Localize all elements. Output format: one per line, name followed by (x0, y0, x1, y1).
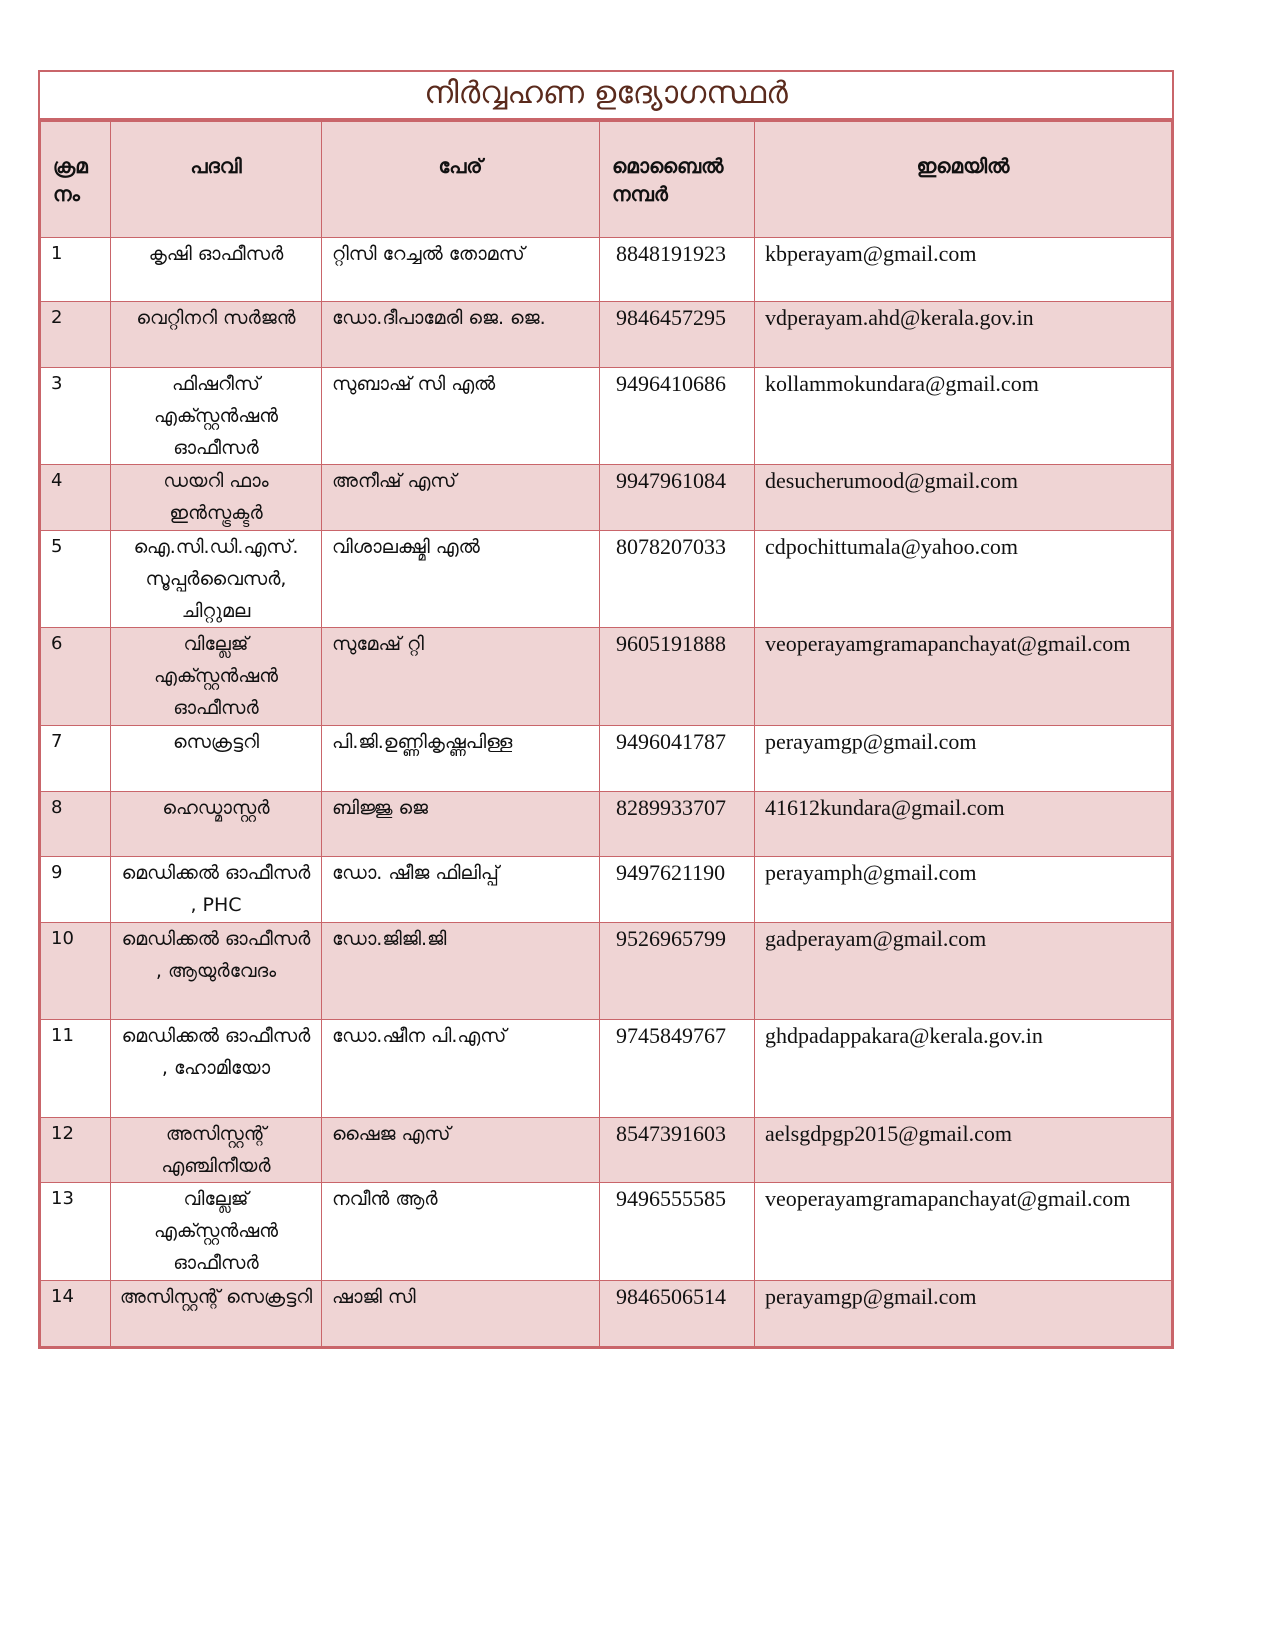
serial-no: 4 (41, 465, 111, 531)
email-address: perayamph@gmail.com (755, 857, 1172, 923)
email-address: kollammokundara@gmail.com (755, 368, 1172, 465)
page-title: നിർവ്വഹണ ഉദ്യോഗസ്ഥർ (40, 72, 1172, 121)
name: ഡോ.ജിജി.ജി (322, 923, 600, 1020)
serial-no: 11 (41, 1020, 111, 1118)
serial-no: 3 (41, 368, 111, 465)
mobile-number: 9497621190 (600, 857, 755, 923)
officials-table (40, 121, 1172, 1347)
mobile-number: 9496410686 (600, 368, 755, 465)
table-row (41, 923, 1172, 1020)
mobile-number: 9846506514 (600, 1281, 755, 1347)
email-address: vdperayam.ahd@kerala.gov.in (755, 302, 1172, 368)
mobile-number: 9745849767 (600, 1020, 755, 1118)
position: കൃഷി ഓഫീസർ (111, 238, 322, 302)
position: മെഡിക്കൽ ഓഫീസർ , PHC (111, 857, 322, 923)
mobile-number: 8547391603 (600, 1118, 755, 1183)
serial-no: 5 (41, 531, 111, 628)
table-row (41, 792, 1172, 857)
table-body (41, 238, 1172, 1347)
email-address: perayamgp@gmail.com (755, 726, 1172, 792)
header-name: പേര് (322, 122, 600, 238)
table-row (41, 302, 1172, 368)
email-address: perayamgp@gmail.com (755, 1281, 1172, 1347)
name: ഷാജി സി (322, 1281, 600, 1347)
position: ഡയറി ഫാം ഇൻസ്ട്രക്ടർ (111, 465, 322, 531)
name: ഡോ.ഷീന പി.എസ് (322, 1020, 600, 1118)
mobile-number: 9526965799 (600, 923, 755, 1020)
position: മെഡിക്കൽ ഓഫീസർ , ആയുർവേദം (111, 923, 322, 1020)
serial-no: 12 (41, 1118, 111, 1183)
table-row (41, 1183, 1172, 1281)
table-row (41, 531, 1172, 628)
table-row (41, 368, 1172, 465)
mobile-number: 9846457295 (600, 302, 755, 368)
serial-no: 9 (41, 857, 111, 923)
name: സുബാഷ് സി എൽ (322, 368, 600, 465)
mobile-number: 9496555585 (600, 1183, 755, 1281)
serial-no: 13 (41, 1183, 111, 1281)
email-address: kbperayam@gmail.com (755, 238, 1172, 302)
position: ഹെഡ്മാസ്റ്റർ (111, 792, 322, 857)
serial-no: 14 (41, 1281, 111, 1347)
name: ബിജ്ജു ജെ (322, 792, 600, 857)
position: ഫിഷറീസ് എക്സ്റ്റൻഷൻ ഓഫീസർ (111, 368, 322, 465)
name: നവീൻ ആർ (322, 1183, 600, 1281)
position: ഐ.സി.ഡി.എസ്. സൂപ്പർവൈസർ, ചിറ്റുമല (111, 531, 322, 628)
header-serial-no: ക്രമ നം (41, 122, 111, 238)
table-row (41, 1281, 1172, 1347)
name: സുമേഷ് റ്റി (322, 628, 600, 726)
mobile-number: 9496041787 (600, 726, 755, 792)
mobile-number: 9605191888 (600, 628, 755, 726)
email-address: aelsgdpgp2015@gmail.com (755, 1118, 1172, 1183)
table-row (41, 857, 1172, 923)
mobile-number: 8848191923 (600, 238, 755, 302)
header-position: പദവി (111, 122, 322, 238)
position: വില്ലേജ് എക്സ്റ്റൻഷൻ ഓഫീസർ (111, 1183, 322, 1281)
position: സെക്രട്ടറി (111, 726, 322, 792)
position: വില്ലേജ് എക്സ്റ്റൻഷൻ ഓഫീസർ (111, 628, 322, 726)
position: അസിസ്റ്റന്റ് സെക്രട്ടറി (111, 1281, 322, 1347)
serial-no: 6 (41, 628, 111, 726)
position: വെറ്റിനറി സർജൻ (111, 302, 322, 368)
email-address: ghdpadappakara@kerala.gov.in (755, 1020, 1172, 1118)
email-address: veoperayamgramapanchayat@gmail.com (755, 1183, 1172, 1281)
name: അനീഷ് എസ് (322, 465, 600, 531)
name: ഷൈജ എസ് (322, 1118, 600, 1183)
officials-table-frame (38, 70, 1174, 1349)
name: ഡോ.ദീപാമേരി ജെ. ജെ. (322, 302, 600, 368)
table-row (41, 1118, 1172, 1183)
name: പി.ജി.ഉണ്ണികൃഷ്ണപിള്ള (322, 726, 600, 792)
table-row (41, 465, 1172, 531)
header-mobile: മൊബൈൽ നമ്പർ (600, 122, 755, 238)
header-email: ഇമെയിൽ (755, 122, 1172, 238)
serial-no: 8 (41, 792, 111, 857)
mobile-number: 8078207033 (600, 531, 755, 628)
table-header-row (41, 122, 1172, 238)
email-address: gadperayam@gmail.com (755, 923, 1172, 1020)
table-row (41, 726, 1172, 792)
email-address: 41612kundara@gmail.com (755, 792, 1172, 857)
serial-no: 10 (41, 923, 111, 1020)
mobile-number: 9947961084 (600, 465, 755, 531)
table-row (41, 238, 1172, 302)
serial-no: 2 (41, 302, 111, 368)
mobile-number: 8289933707 (600, 792, 755, 857)
position: അസിസ്റ്റന്റ് എഞ്ചിനീയർ (111, 1118, 322, 1183)
name: റ്റിസി റേച്ചൽ തോമസ് (322, 238, 600, 302)
serial-no: 7 (41, 726, 111, 792)
email-address: desucherumood@gmail.com (755, 465, 1172, 531)
name: ഡോ. ഷീജ ഫിലിപ്പ് (322, 857, 600, 923)
position: മെഡിക്കൽ ഓഫീസർ , ഹോമിയോ (111, 1020, 322, 1118)
table-row (41, 628, 1172, 726)
email-address: veoperayamgramapanchayat@gmail.com (755, 628, 1172, 726)
serial-no: 1 (41, 238, 111, 302)
email-address: cdpochittumala@yahoo.com (755, 531, 1172, 628)
name: വിശാലക്ഷ്മി എൽ (322, 531, 600, 628)
table-row (41, 1020, 1172, 1118)
